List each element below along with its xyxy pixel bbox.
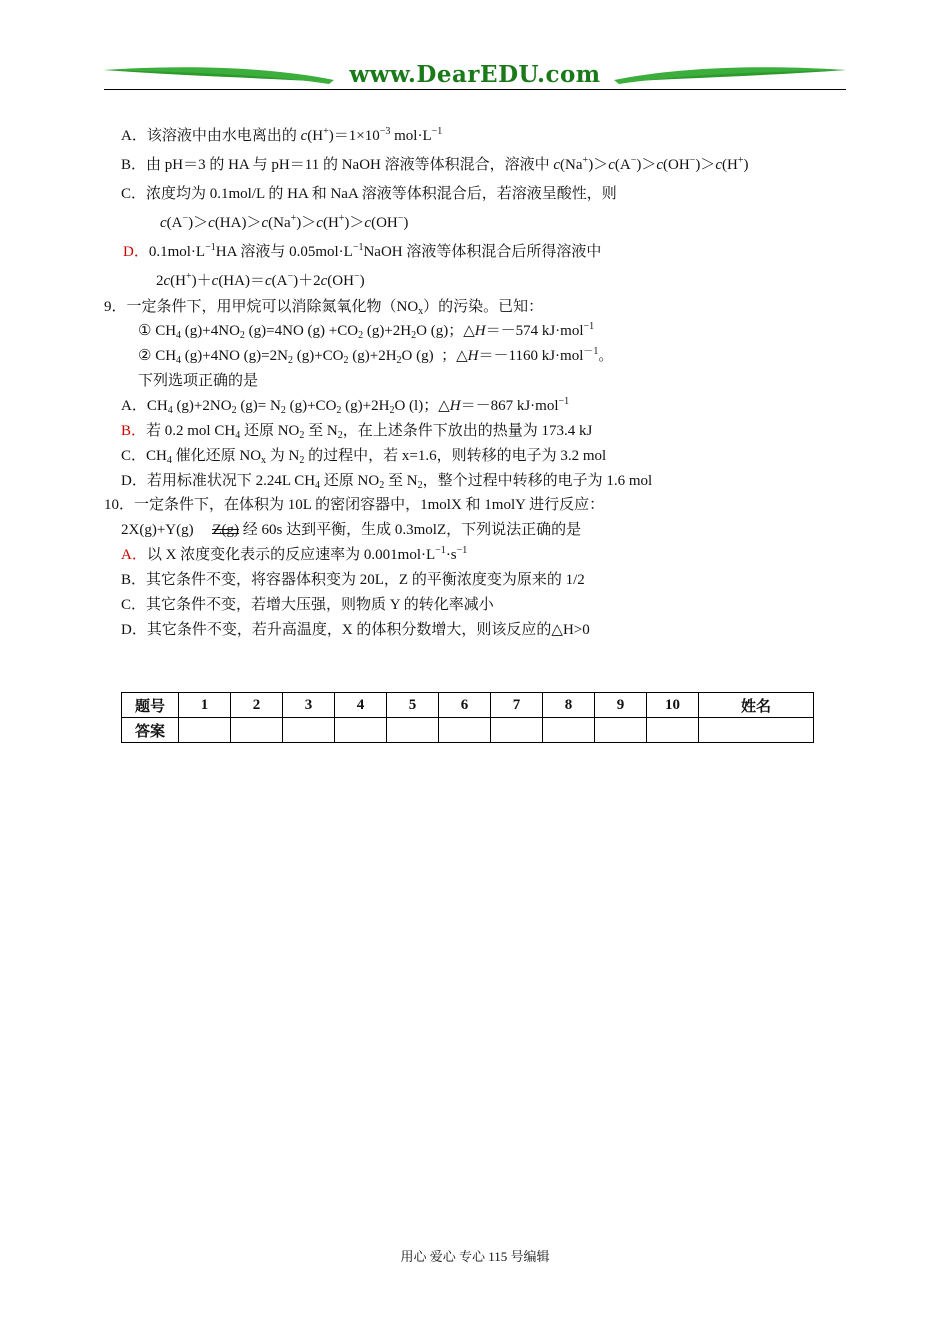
q10-option-b: B．其它条件不变，将容器体积变为 20L，Z 的平衡浓度变为原来的 1/2 (121, 572, 585, 588)
table-cell: 姓名 (699, 693, 814, 718)
q10-option-c: C．其它条件不变，若增大压强，则物质 Y 的转化率减小 (121, 597, 494, 613)
table-cell: 9 (595, 693, 647, 718)
q8-option-d-expr: 2c(H+)＋c(HA)＝c(A−)＋2c(OH−) (156, 271, 365, 289)
q8-option-c-expr: c(A−)＞c(HA)＞c(Na+)＞c(H+)＞c(OH−) (160, 213, 409, 231)
table-cell: 6 (439, 693, 491, 718)
q8-option-a: A．该溶液中由水电离出的 $c(H^+)=1\times 10^{-3}$ $mol\cdot L^{-1}$ (121, 126, 443, 144)
answer-cell[interactable] (231, 718, 283, 743)
q9-equation-2: ② $CH_4$ (g)+4NO $(g)=2N_2$ $(g)+CO_2$ $(g)+2H_2O$ (g) ；△H＝－1160 kJ·mol$^{-1}$。 (138, 346, 614, 366)
answer-cell[interactable] (543, 718, 595, 743)
answer-table (121, 692, 814, 743)
q8-option-b: B．由 pH＝3 的 HA 与 pH＝11 的 NaOH 溶液等体积混合，溶液中 c(Na+)＞c(A−)＞c(OH−)＞c(H+) (121, 155, 749, 173)
table-cell: 5 (387, 693, 439, 718)
header-divider (104, 89, 846, 90)
table-cell: 题号 (122, 693, 179, 718)
answer-cell[interactable] (387, 718, 439, 743)
table-cell: 10 (647, 693, 699, 718)
q8-option-c: C．浓度均为 0.1mol/L 的 HA 和 NaA 溶液等体积混合后，若溶液呈酸性，则 (121, 186, 617, 202)
q9-option-a: A．$CH_4$ $(g)+2NO_2$ $(g)= N_2$ $(g)+CO_2$ $(g)+2H_2O$ (l)；△H＝－867 kJ·mol$^{-1}$ (121, 396, 570, 416)
answer-cell[interactable] (647, 718, 699, 743)
table-cell: 1 (179, 693, 231, 718)
table-cell: 2 (231, 693, 283, 718)
q9-option-b: B．若 0.2 mol $CH_4$ 还原 $NO_2$ 至 $N_2$，在上述条件下放出的热量为 173.4 kJ (121, 423, 593, 441)
table-cell: 4 (335, 693, 387, 718)
page-footer: 用心 爱心 专心 115 号编辑 (400, 1249, 550, 1264)
q9-option-c: C．$CH_4$ 催化还原 $NO_x$ 为 $N_2$ 的过程中，若 x=1.6，则转移的电子为 3.2 mol (121, 448, 607, 466)
q9-stem: 9．一定条件下，用甲烷可以消除氮氧化物$(NO_x)$的污染。已知： (104, 299, 544, 317)
table-cell: 7 (491, 693, 543, 718)
answer-cell[interactable] (283, 718, 335, 743)
name-cell[interactable] (699, 718, 814, 743)
answer-cell[interactable] (335, 718, 387, 743)
answer-cell[interactable] (179, 718, 231, 743)
q8-option-d: D．$0.1mol\cdot L^{-1}HA$ 溶液与 $0.05mol\cdot L^{-1}NaOH$ 溶液等体积混合后所得溶液中 (123, 242, 602, 260)
site-header-banner (104, 58, 846, 92)
q10-option-d: D．其它条件不变，若升高温度，X 的体积分数增大，则该反应的△H>0 (121, 622, 590, 638)
table-cell: 8 (543, 693, 595, 718)
answer-table-answer-row (122, 718, 814, 743)
equilibrium-arrow-icon: Z(g) (212, 522, 240, 538)
answer-cell[interactable] (439, 718, 491, 743)
site-name: www.DearEDU.com (349, 61, 601, 88)
answer-cell[interactable] (491, 718, 543, 743)
q10-stem: 10．一定条件下，在体积为 10L 的密闭容器中，1molX 和 1molY 进行反应： (104, 497, 605, 513)
q10-option-a: A．以 X 浓度变化表示的反应速率为 $0.001mol\cdot L^{-1}\cdot s^{-1}$ (121, 545, 468, 563)
answer-cell[interactable] (595, 718, 647, 743)
q9-option-d: D．若用标准状况下 2.24L $CH_4$ 还原 $NO_2$ 至 $N_2$，整个过程中转移的电子为 1.6 mol (121, 473, 653, 491)
q10-reaction: 2X(g)+Y(g) Z(g) 经 60s 达到平衡，生成 0.3molZ，下列说法正确的是 (121, 522, 582, 538)
table-cell: 答案 (122, 718, 179, 743)
answer-table-header-row (122, 693, 814, 718)
q9-equation-1: ① $CH_4$ $(g)+4NO_2$ (g)=4NO $(g) +CO_2$ $(g)+2H_2O$ (g)；△H＝－574 kJ·mol$^{-1}$ (138, 321, 595, 341)
q9-prompt: 下列选项正确的是 (138, 373, 259, 389)
table-cell: 3 (283, 693, 335, 718)
